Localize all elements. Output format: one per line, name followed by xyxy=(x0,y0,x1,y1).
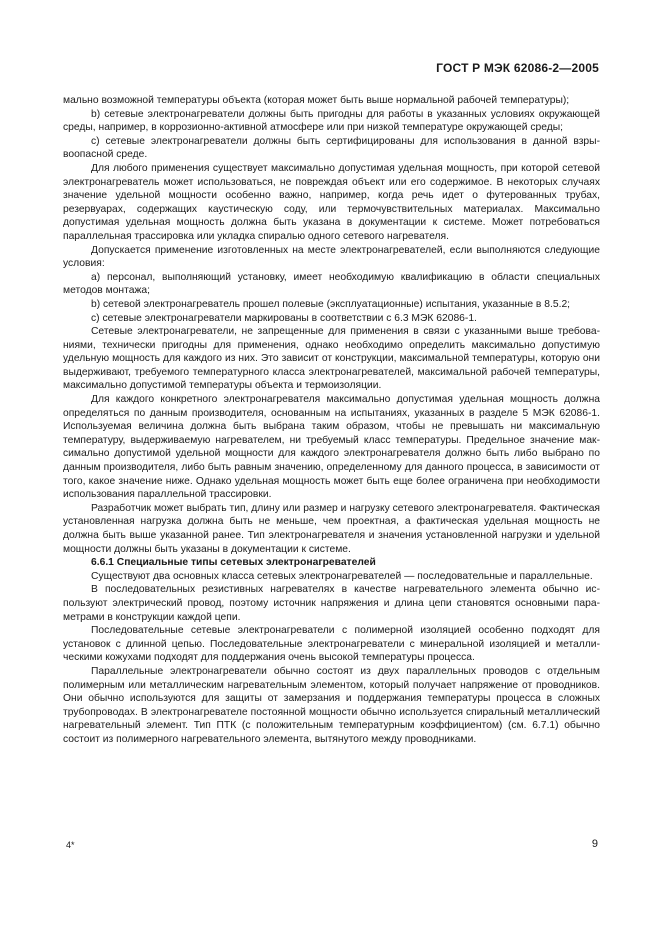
paragraph-continuation: мально возможной температуры объекта (которая может быть выше нормальной рабочей температуры); xyxy=(63,95,570,106)
subsection-heading: 6.6.1 Специальные типы сетевых электронагревателей xyxy=(91,557,376,569)
paragraph-suitability: Сетевые электронагреватели, не запрещенные для применения в связи с указанными выше требованиями, технически пригодны для применения, однако необходимо определить максимально допустимую удельную мощность для каждого из них. Это зависит от конструкции, максимальной температуры, которую они выдерживают, требуемого температурного класса электронагревателей, максимальной рабочей температуры, максимально допустимой температуры объекта и термоизоляции. xyxy=(63,326,600,392)
paragraph-power-density: Для любого применения существует максимально допустимая удельная мощность, при которой сетевой электронагреватель может использоваться, не повреждая объект или его содержимое. В некоторых случаях значение удельной мощности особенно важно, например, когда речь идет о футерованных трубах, резервуарах, содержащих каустическую соду, или термочувствительных материалах. Максимально допустимая удельная мощность должна быть указана в документации к системе. Может потребоваться параллельная трассировка или укладка спиралью одного сетевого нагревателя. xyxy=(63,162,600,242)
list-item-b-environment: b) сетевые электронагреватели должны быть пригодны для работы в указанных условиях окружающей среды, например, в коррозионно-активной атмосфере или при низкой температуре окружающей среды; xyxy=(63,108,600,134)
paragraph-series-resistive: В последовательных резистивных нагревателях в качестве нагревательного элемента обычно используют электрический провод, поэтому источник напряжения и длина цепи становятся основными параметрами в конструкции каждой цепи. xyxy=(63,584,600,623)
list-item-c-certification: c) сетевые электронагреватели должны быть сертифицированы для использования в данной взрывоопасной среде. xyxy=(63,135,600,161)
paragraph-site-fabricated: Допускается применение изготовленных на месте электронагревателей, если выполняются следующие условия: xyxy=(63,244,600,270)
list-item-a-personnel: a) персонал, выполняющий установку, имеет необходимую квалификацию в области специальных методов монтажа; xyxy=(63,271,600,297)
sheet-mark: 4* xyxy=(66,840,75,850)
paragraph-two-classes: Существуют два основных класса сетевых электронагревателей — последовательные и параллельные. xyxy=(91,570,593,582)
paragraph-series-polymer: Последовательные сетевые электронагреватели с полимерной изоляцией особенно подходят для установок с длинной цепью. Последовательные электронагреватели с минеральной изоляцией и металлическими кожухами подходят для поддержания очень высокой температуры процесса. xyxy=(63,625,600,664)
standard-header: ГОСТ Р МЭК 62086-2—2005 xyxy=(436,61,599,75)
page-body xyxy=(63,94,600,747)
paragraph-manufacturer-data: Для каждого конкретного электронагревателя максимально допустимая удельная мощность должна определяться по данным производителя, основанным на испытаниях, указанных в разделе 5 МЭК 62086-1. Используемая величина должна быть выбрана таким образом, чтобы не превышать ни максимальную температуру, выдерживаемую нагревателем, ни требуемый класс температуры. Предельное значение максимально допустимой удельной мощности для каждого электронагревателя должно быть либо выбрано по данным производителя, либо быть равным значению, определенному для данного процесса, в зависимости от того, какое значение ниже. Однако удельная мощность может быть еще более ограничена при необходимости использования параллельной трассировки. xyxy=(63,394,600,501)
page-number: 9 xyxy=(591,838,598,850)
list-item-b-field-tests: b) сетевой электронагреватель прошел полевые (эксплуатационные) испытания, указанные в 8.5.2; xyxy=(91,298,571,310)
paragraph-designer-choice: Разработчик может выбрать тип, длину или размер и нагрузку сетевого электронагревателя. Фактическая установленная нагрузка должна быть не меньше, чем проектная, а фактическая удельная мощность не должна быть выше указанной ранее. Тип электронагревателя и значения установленной нагрузки и удельной мощности должны быть указаны в документации к системе. xyxy=(63,502,600,555)
paragraph-parallel: Параллельные электронагреватели обычно состоят из двух параллельных проводов с отдельным полимерным или металлическим нагревательным элементом, который получает напряжение от проводников. Они обычно используются для защиты от замерзания и поддержания температуры процесса в сложных трубопроводах. В электронагревателе постоянной мощности обычно используется спиральный металлический нагревательный элемент. Тип ПТК (с положительным температурным коэффициентом) (см. 6.7.1) обычно состоит из полимерного нагревательного элемента, вытянутого между проводниками. xyxy=(63,665,600,745)
list-item-c-marking: c) сетевые электронагреватели маркированы в соответствии с 6.3 МЭК 62086-1. xyxy=(91,312,477,324)
